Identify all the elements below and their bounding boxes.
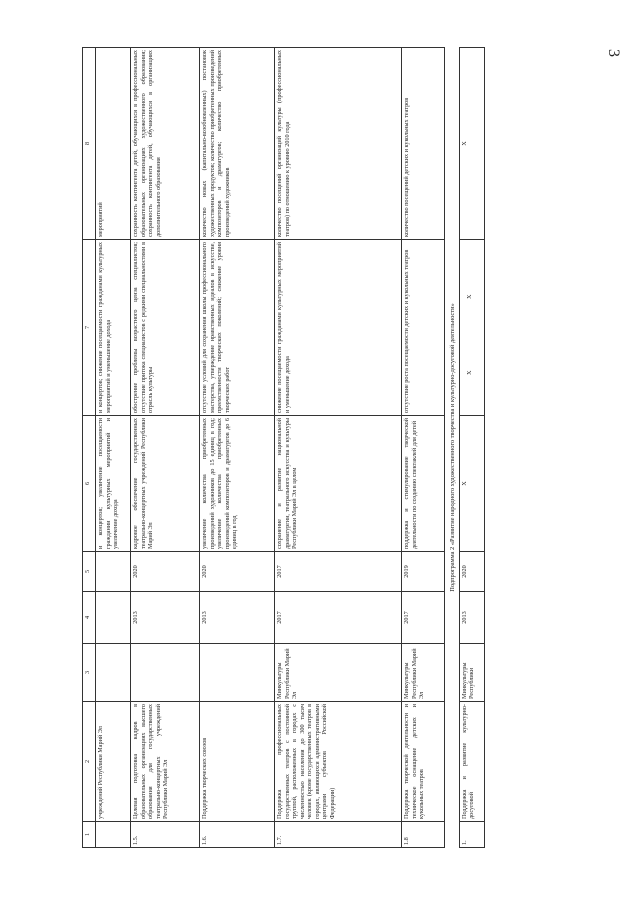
indicators: количество новых (капитально-возобновленных) постановок художественных продуктов; количество приобретенных произведений композиторов и драматургов; количество приобретенных произведений художников xyxy=(200,48,275,240)
header-cell: 4 xyxy=(83,592,96,644)
executor: Минкультуры Республики xyxy=(459,644,484,702)
indicators: количество посещений организаций культуры (профессиональных театров) по отношению к уровню 2010 года xyxy=(275,48,402,240)
table-row xyxy=(131,48,200,848)
row-number xyxy=(96,822,131,848)
table-row xyxy=(200,48,275,848)
measure-name: Поддержка творческой деятельности и техническое оснащение детских и кукольных театров xyxy=(402,702,445,822)
consequences: отсутствие роста посещаемости детских и кукольных театров xyxy=(402,240,445,416)
end-year: 2017 xyxy=(275,552,402,592)
start-year xyxy=(96,592,131,644)
header-cell: 3 xyxy=(83,644,96,702)
expected-result: и концертов; увеличение посещаемости граждании культурных мероприятий и увеличение дохода xyxy=(96,416,131,552)
start-year: 2017 xyxy=(275,592,402,644)
indicators: мероприятий xyxy=(96,48,131,240)
executor xyxy=(96,644,131,702)
measure-name: Поддержка творческих союзов xyxy=(200,702,275,822)
start-year: 2017 xyxy=(402,592,445,644)
header-cell: 2 xyxy=(83,702,96,822)
header-row xyxy=(83,48,96,848)
end-year xyxy=(96,552,131,592)
measure-name: Поддержка и развитие культурно-досуговой xyxy=(459,702,484,822)
start-year: 2013 xyxy=(200,592,275,644)
consequences xyxy=(459,240,484,416)
row-number: 1.6. xyxy=(200,822,275,848)
header-cell: 8 xyxy=(83,48,96,240)
header-cell: 6 xyxy=(83,416,96,552)
end-year: 2020 xyxy=(131,552,200,592)
consequences-mark-2: Х xyxy=(465,294,473,299)
consequences-mark: Х xyxy=(465,370,473,375)
expected-result: кадровое обеспечение государственных театрально-концертных учреждений Республики Марий Эл xyxy=(131,416,200,552)
table-row xyxy=(275,48,402,848)
end-year: 2020 xyxy=(459,552,484,592)
executor xyxy=(131,644,200,702)
subprogram-title: Подпрограмма 2 «Развитие народного художественного творчества и культурно-досуговой деятельности» xyxy=(445,48,460,848)
indicators: Х xyxy=(459,48,484,240)
measure-name: Целевая подготовка кадров в образовательных организациях высшего образования для государственных театрально-концертных учреждений Республики Марий Эл xyxy=(131,702,200,822)
subprogram-title-row xyxy=(445,48,460,848)
start-year: 2013 xyxy=(131,592,200,644)
expected-result: поддержка и стимулирование творческой деятельности по созданию спектаклей для детей xyxy=(402,416,445,552)
indicators: сохранность контингента детей, обучающихся в профессиональных образовательных организациях художественного образования; сохранность контингента детей, обучающихся в организациях дополнительного образования xyxy=(131,48,200,240)
row-number: 1.5. xyxy=(131,822,200,848)
expected-result: сохранение и развитие национальной драматургии, театрального искусства и культуры Республики Марий Эл в целом xyxy=(275,416,402,552)
executor: Минкультуры Республики Марий Эл xyxy=(275,644,402,702)
page-number: 3 xyxy=(605,49,622,57)
consequences: отсутствие условий для сохранения школы профессионального мастерства, утверждение нравственных идеалов в искусстве, преемственности творческих поколений; снижение уровня творческих работ xyxy=(200,240,275,416)
expected-result: Х xyxy=(459,416,484,552)
header-cell: 7 xyxy=(83,240,96,416)
rotated-table-container xyxy=(82,48,538,848)
header-cell: 5 xyxy=(83,552,96,592)
start-year: 2013 xyxy=(459,592,484,644)
measures-table xyxy=(82,47,485,848)
table-row xyxy=(402,48,445,848)
table-row xyxy=(459,48,484,848)
consequences: обострение проблемы возрастного ценза специалистов; отсутствие притока специалистов с редкими специальностями в отрасль культуры xyxy=(131,240,200,416)
row-number: 1.8 xyxy=(402,822,445,848)
indicators: количество посещений детских и кукольных театров xyxy=(402,48,445,240)
expected-result: увеличение количества приобретенных произведений художников до 15 единиц в год; увеличение количества приобретенных произведений композиторов и драматургов до 6 единиц в год xyxy=(200,416,275,552)
row-number: 1. xyxy=(459,822,484,848)
executor: Минкультуры Республики Марий Эл xyxy=(402,644,445,702)
executor xyxy=(200,644,275,702)
consequences: снижение посещаемости гражданами культурных мероприятий и уменьшение дохода xyxy=(275,240,402,416)
header-cell: 1 xyxy=(83,822,96,848)
table-row xyxy=(96,48,131,848)
end-year: 2019 xyxy=(402,552,445,592)
consequences: и концертов; снижение посещаемости гражданами культурных мероприятий и уменьшение дохода xyxy=(96,240,131,416)
measure-name: учреждений Республики Марий Эл xyxy=(96,702,131,822)
end-year: 2020 xyxy=(200,552,275,592)
measure-name: Поддержка профессиональных государственных театров с постоянной труппой, расположенных в городах с численностью населения до 300 тысяч человек (кроме государственных театров в городах, являющихся административными центрами субъектов Российской Федерации) xyxy=(275,702,402,822)
row-number: 1.7. xyxy=(275,822,402,848)
